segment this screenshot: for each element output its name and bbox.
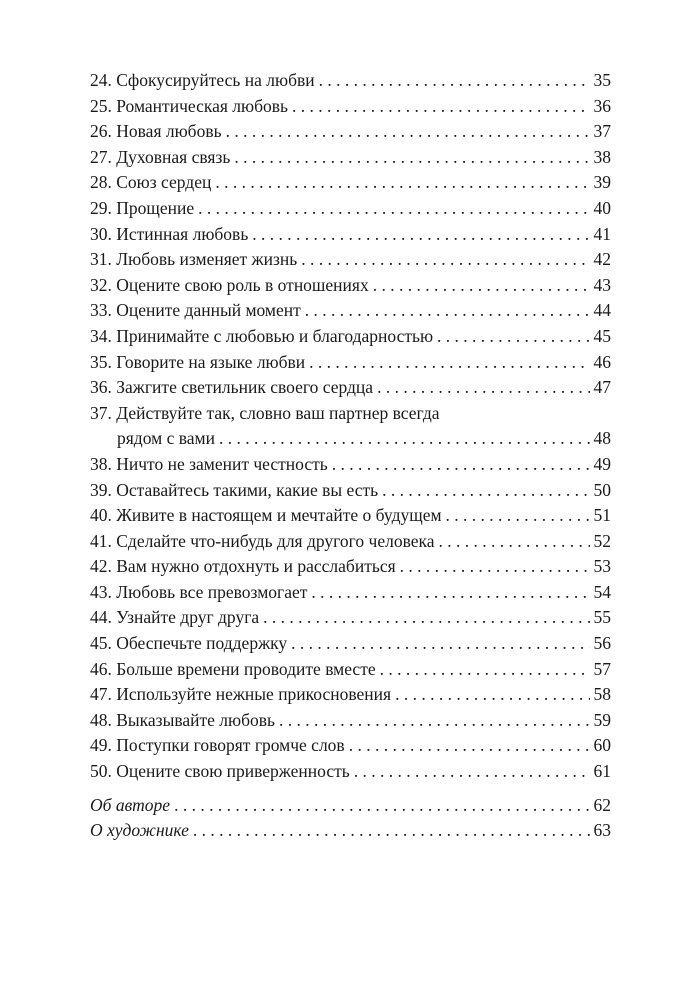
toc-dot-leader [234, 145, 590, 171]
toc-entry-title: 37. Действуйте так, словно ваш партнер всегда [90, 402, 440, 423]
toc-page-number: 40 [593, 197, 611, 218]
toc-entry-title: Об авторе [90, 794, 171, 815]
toc-entry-title: 35. Говорите на языке любви [90, 351, 306, 372]
toc-entry-title: 50. Оцените свою приверженность [90, 761, 350, 782]
toc-dot-leader [332, 452, 590, 478]
toc-entry-title: 44. Узнайте друг друга [90, 607, 260, 628]
toc-entry [90, 298, 611, 324]
toc-page-number: 57 [593, 658, 611, 679]
toc-entry-line [90, 478, 611, 504]
toc-dot-leader [291, 631, 590, 657]
toc-appendix-list [90, 793, 611, 844]
toc-entry-line [90, 529, 611, 555]
toc-page-number: 63 [593, 820, 611, 841]
toc-entry-line [90, 94, 611, 120]
toc-entry-line [90, 452, 611, 478]
toc-page-number: 47 [593, 377, 611, 398]
toc-entry-title: 32. Оцените свою роль в отношениях [90, 274, 369, 295]
toc-entry-line [90, 818, 611, 844]
toc-dot-leader [446, 503, 590, 529]
toc-dot-leader [226, 119, 590, 145]
toc-divider-gap [90, 785, 611, 793]
toc-page-number: 51 [593, 505, 611, 526]
toc-entry [90, 375, 611, 401]
toc-page-number: 58 [593, 684, 611, 705]
toc-entry-line [90, 247, 611, 273]
toc-entry-line [90, 196, 611, 222]
toc-entry-line [90, 580, 611, 606]
toc-entry-line [90, 793, 611, 819]
toc-entry [90, 818, 611, 844]
toc-entry [90, 324, 611, 350]
toc-entry-line [90, 759, 611, 785]
toc-page-number: 54 [593, 581, 611, 602]
toc-entry-line [90, 273, 611, 299]
toc-entry [90, 452, 611, 478]
toc-entry-line [90, 119, 611, 145]
toc-page-number: 37 [593, 121, 611, 142]
toc-dot-leader [400, 554, 590, 580]
toc-entry-line [90, 605, 611, 631]
toc-entry-line [90, 426, 611, 452]
toc-page-number: 53 [593, 556, 611, 577]
toc-entry [90, 759, 611, 785]
toc-page-number: 61 [593, 761, 611, 782]
toc-entry-title: 26. Новая любовь [90, 121, 222, 142]
toc-page-number: 52 [593, 530, 611, 551]
toc-dot-leader [198, 196, 590, 222]
toc-entry-title: 45. Обеспечьте поддержку [90, 633, 288, 654]
toc-entry-title: 39. Оставайтесь такими, какие вы есть [90, 479, 379, 500]
toc-entry-line [90, 170, 611, 196]
toc-entry-line [90, 682, 611, 708]
toc-entry [90, 68, 611, 94]
toc-dot-leader [174, 793, 590, 819]
toc-dot-leader [309, 350, 590, 376]
toc-entry [90, 478, 611, 504]
toc-dot-leader [373, 273, 590, 299]
toc-page-number: 39 [593, 172, 611, 193]
toc-dot-leader [319, 68, 590, 94]
toc-page-number: 46 [593, 351, 611, 372]
toc-entry [90, 631, 611, 657]
toc-entry-title: 46. Больше времени проводите вместе [90, 658, 376, 679]
toc-entry-title: 31. Любовь изменяет жизнь [90, 249, 298, 270]
toc-entry-title: 27. Духовная связь [90, 146, 231, 167]
toc-dot-leader [215, 170, 590, 196]
toc-dot-leader [349, 733, 590, 759]
toc-entry [90, 554, 611, 580]
toc-dot-leader [311, 580, 590, 606]
toc-entry-line [90, 350, 611, 376]
toc-entry-line [90, 145, 611, 171]
toc-entry-title: 47. Используйте нежные прикосновения [90, 684, 392, 705]
toc-dot-leader [377, 375, 590, 401]
toc-entry [90, 145, 611, 171]
toc-dot-leader [252, 222, 590, 248]
toc-page-number: 62 [593, 794, 611, 815]
toc-entry-title: рядом с вами [117, 428, 215, 449]
toc-entry-line [90, 298, 611, 324]
toc-entry-line [90, 68, 611, 94]
toc-dot-leader [382, 478, 590, 504]
toc-entry-title: 24. Сфокусируйтесь на любви [90, 70, 315, 90]
toc-entry [90, 580, 611, 606]
toc-entry-line [90, 503, 611, 529]
toc-entry [90, 503, 611, 529]
toc-entry [90, 733, 611, 759]
toc-dot-leader [301, 247, 590, 273]
toc-entry [90, 247, 611, 273]
toc-dot-leader [219, 426, 590, 452]
toc-entry-title: 41. Сделайте что-нибудь для другого человека [90, 530, 435, 551]
toc-page-number: 59 [593, 709, 611, 730]
toc-entry-title: 43. Любовь все превозмогает [90, 581, 308, 602]
toc-entry [90, 529, 611, 555]
toc-page-number: 60 [593, 735, 611, 756]
toc-page-number: 49 [593, 453, 611, 474]
toc-dot-leader [193, 818, 590, 844]
toc-entry [90, 222, 611, 248]
toc-page-number: 44 [593, 300, 611, 321]
toc-entry [90, 170, 611, 196]
toc-page-number: 45 [593, 325, 611, 346]
toc-entry [90, 273, 611, 299]
table-of-contents [90, 68, 611, 844]
toc-entry [90, 708, 611, 734]
toc-entry-title: О художнике [90, 820, 189, 841]
toc-dot-leader [305, 298, 590, 324]
toc-entry-line [90, 708, 611, 734]
toc-page-number: 35 [593, 70, 611, 90]
toc-entry [90, 682, 611, 708]
toc-entry [90, 657, 611, 683]
toc-entry [90, 119, 611, 145]
toc-page-number: 48 [593, 428, 611, 449]
toc-entry-title: 34. Принимайте с любовью и благодарностью [90, 325, 434, 346]
toc-entry [90, 94, 611, 120]
toc-page-number: 38 [593, 146, 611, 167]
toc-dot-leader [354, 759, 590, 785]
toc-page-number: 56 [593, 633, 611, 654]
toc-page-number: 50 [593, 479, 611, 500]
toc-page-number: 43 [593, 274, 611, 295]
toc-entry-title: 36. Зажгите светильник своего сердца [90, 377, 374, 398]
toc-entry-title: 33. Оцените данный момент [90, 300, 301, 321]
toc-entry-title: 48. Выказывайте любовь [90, 709, 276, 730]
toc-entry-title: 49. Поступки говорят громче слов [90, 735, 345, 756]
toc-entry-title: 42. Вам нужно отдохнуть и расслабиться [90, 556, 396, 577]
toc-dot-leader [263, 605, 590, 631]
toc-entry-line [90, 631, 611, 657]
toc-entry-line [90, 222, 611, 248]
toc-page-number: 55 [593, 607, 611, 628]
toc-entry-title: 25. Романтическая любовь [90, 95, 288, 116]
toc-page-number: 41 [593, 223, 611, 244]
toc-dot-leader [437, 324, 590, 350]
toc-dot-leader [395, 682, 590, 708]
toc-dot-leader [292, 94, 590, 120]
toc-entry-line [90, 657, 611, 683]
toc-entry-line [90, 554, 611, 580]
toc-entry-line [90, 733, 611, 759]
toc-dot-leader [380, 657, 590, 683]
toc-entry [90, 605, 611, 631]
toc-entry-title: 29. Прощение [90, 197, 195, 218]
toc-dot-leader [279, 708, 590, 734]
toc-entry-title: 28. Союз сердец [90, 172, 212, 193]
toc-entry-title: 40. Живите в настоящем и мечтайте о будущем [90, 505, 442, 526]
toc-entry [90, 350, 611, 376]
toc-entry [90, 401, 611, 452]
toc-entry [90, 196, 611, 222]
toc-page-number: 36 [593, 95, 611, 116]
toc-entry-title: 38. Ничто не заменит честность [90, 453, 328, 474]
toc-page-number: 42 [593, 249, 611, 270]
toc-entry [90, 793, 611, 819]
toc-entry-line [90, 401, 611, 427]
toc-entry-line [90, 324, 611, 350]
toc-entry-line [90, 375, 611, 401]
toc-dot-leader [439, 529, 591, 555]
toc-chapter-list [90, 68, 611, 785]
toc-entry-title: 30. Истинная любовь [90, 223, 249, 244]
